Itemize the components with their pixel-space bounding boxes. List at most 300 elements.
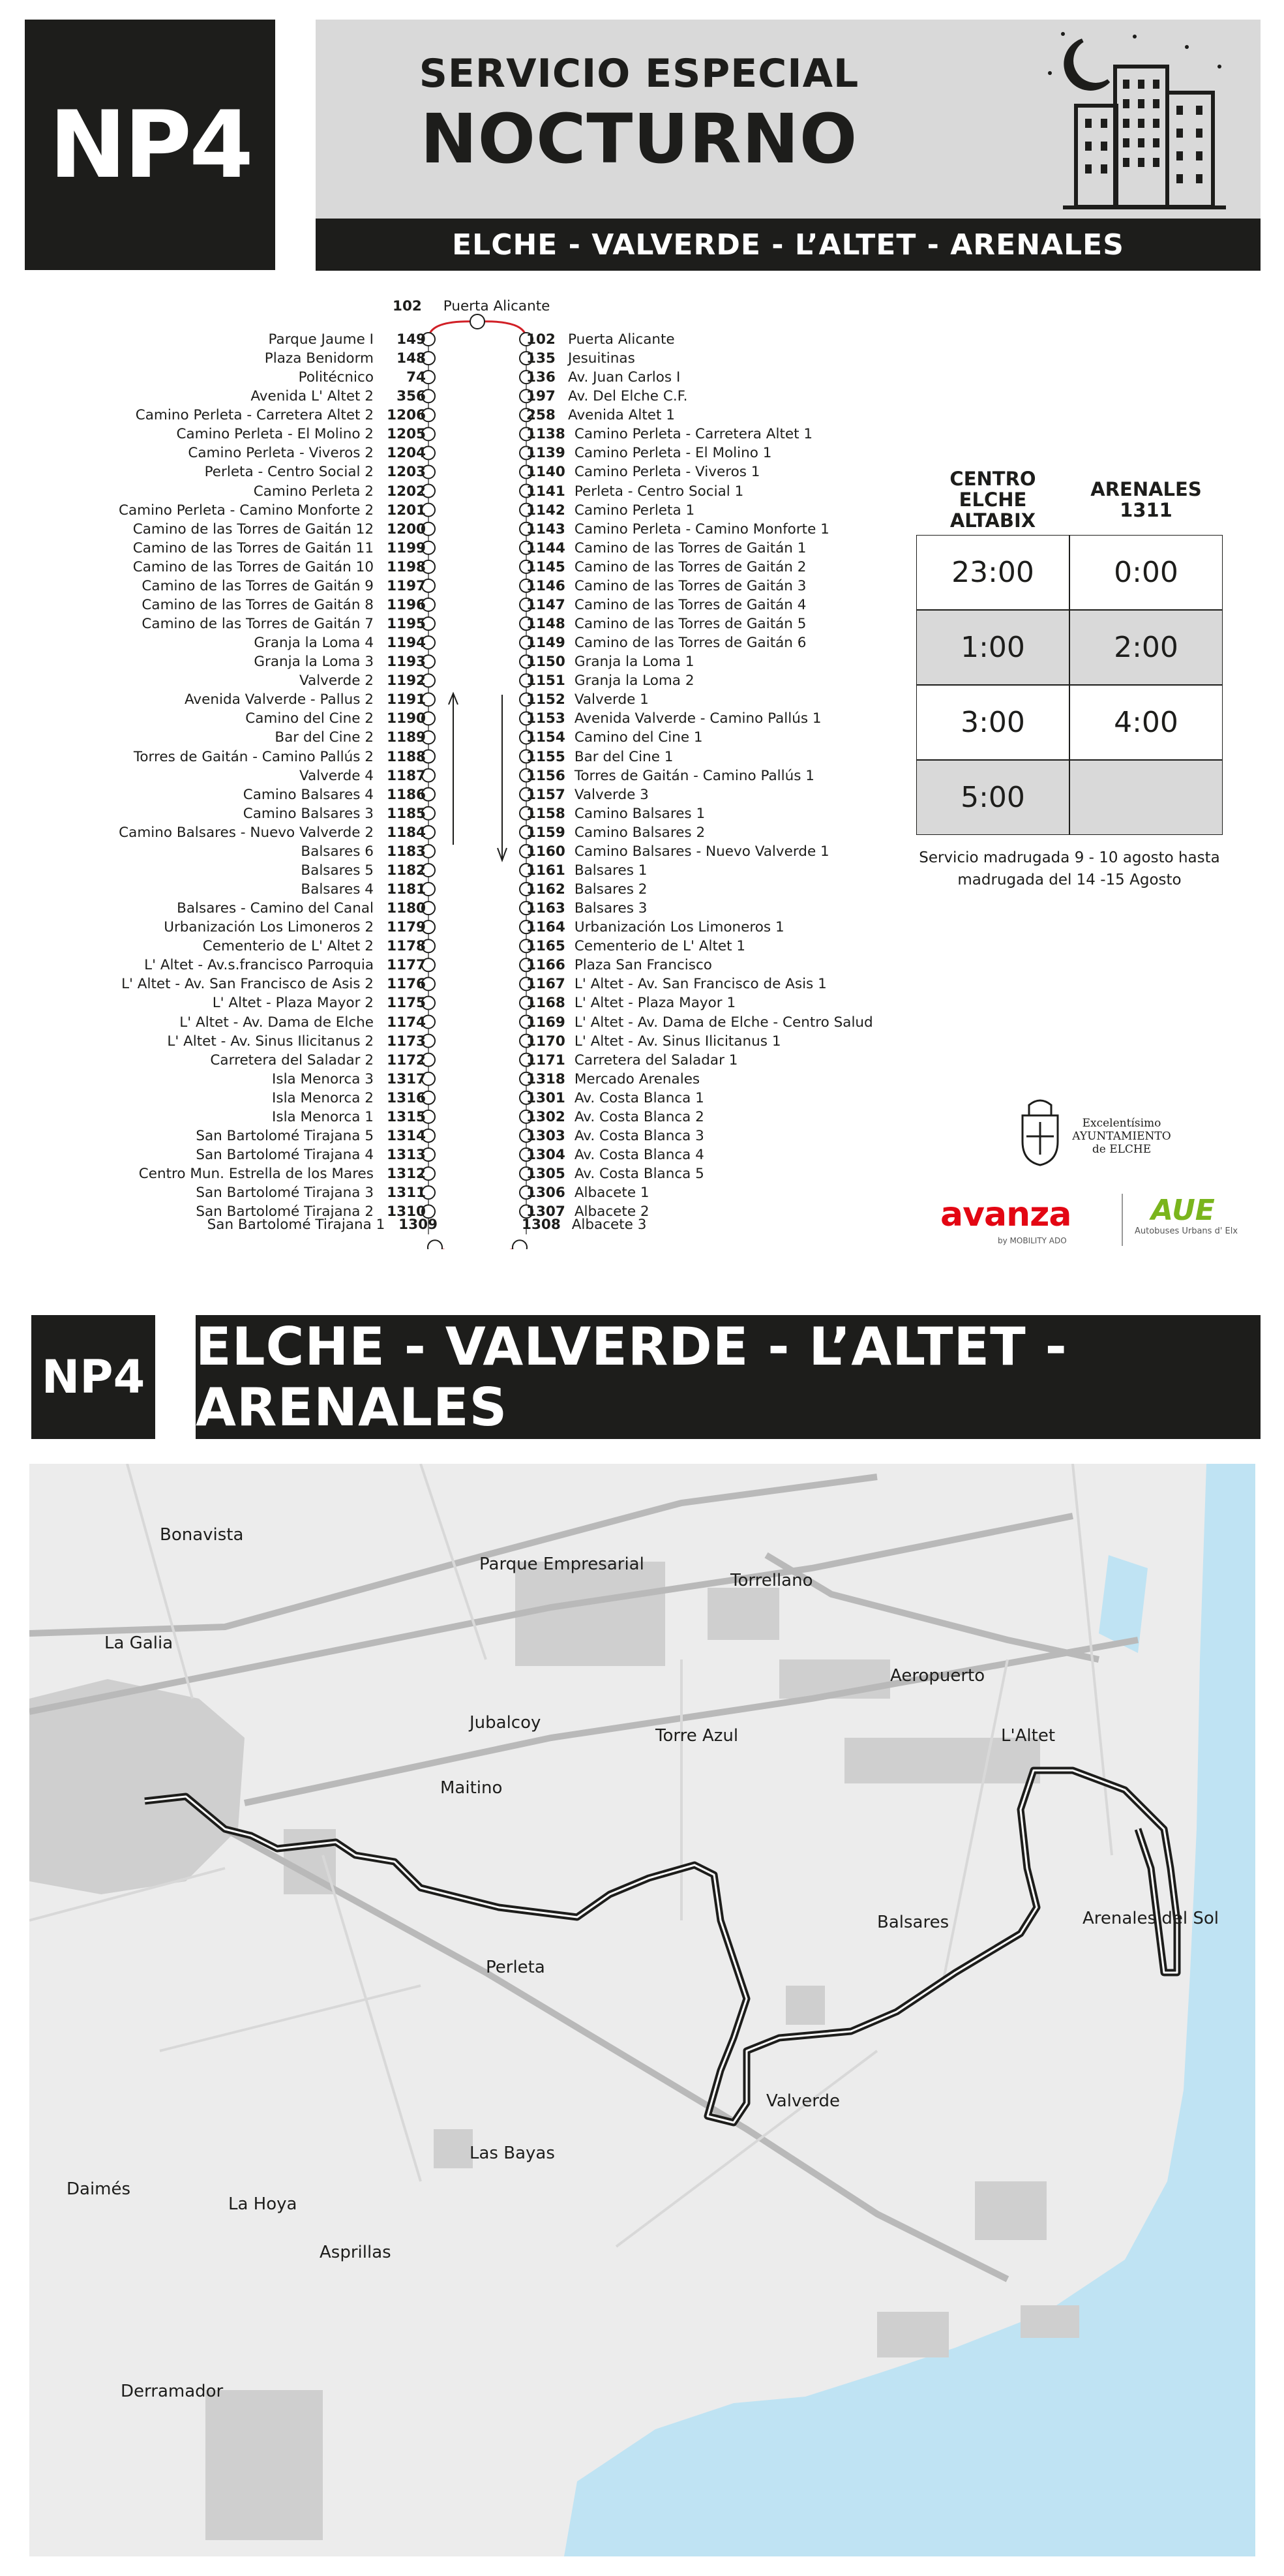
- outbound-stop: [526, 823, 705, 842]
- stop-code: 1318: [526, 1070, 565, 1087]
- outbound-stop: [526, 462, 760, 481]
- stop-code: 74: [406, 369, 426, 386]
- stop-name: San Bartolomé Tirajana 5: [196, 1127, 374, 1144]
- bottom-right-code: 1308: [522, 1217, 561, 1233]
- stop-name: Camino de las Torres de Gaitán 10: [132, 558, 374, 575]
- place-asprillas: Asprillas: [320, 2243, 391, 2262]
- stop-code: 1185: [387, 805, 426, 822]
- return-stop: [139, 1164, 426, 1183]
- stop-name: Camino de las Torres de Gaitán 12: [132, 521, 374, 538]
- outbound-stop: [526, 539, 806, 558]
- stop-code: 1176: [387, 976, 426, 993]
- bottom-left-name: San Bartolomé Tirajana 1: [207, 1217, 385, 1233]
- outbound-stop: [526, 425, 813, 444]
- stop-name: Balsares 4: [301, 881, 374, 898]
- place-torrellano: Torrellano: [730, 1571, 813, 1590]
- return-stop: [265, 349, 426, 368]
- timetable-cell: 2:00: [1069, 610, 1223, 685]
- stop-code: 1145: [526, 558, 565, 575]
- outbound-stop: [526, 633, 806, 652]
- top-stop: [393, 297, 550, 316]
- stop-name: Jesuitinas: [568, 350, 635, 367]
- return-stop: [299, 671, 426, 690]
- stop-name: Avenida Valverde - Pallus 2: [184, 691, 374, 708]
- crest-line3: de ELCHE: [1092, 1143, 1152, 1156]
- stop-code: 102: [526, 331, 556, 348]
- aue-logo-subtext: Autobuses Urbans d' Elx: [1135, 1226, 1238, 1236]
- stop-name: Politécnico: [298, 369, 374, 386]
- stop-name: Camino del Cine 2: [245, 710, 374, 727]
- stop-code: 1307: [526, 1204, 565, 1220]
- return-stop: [176, 425, 426, 444]
- outbound-stop: [526, 880, 647, 899]
- outbound-stop: [526, 406, 675, 425]
- stop-name: Albacete 2: [574, 1204, 649, 1220]
- place-la-galia: La Galia: [104, 1633, 173, 1653]
- stop-code: 1191: [387, 691, 426, 708]
- return-stop: [301, 861, 426, 880]
- return-stop: [250, 387, 426, 406]
- stop-code: 1172: [387, 1052, 426, 1068]
- outbound-stop: [526, 748, 673, 766]
- stop-code: 1163: [526, 900, 565, 917]
- stop-code: 1301: [526, 1089, 565, 1106]
- return-stop: [272, 1070, 426, 1089]
- stop-name: Plaza San Francisco: [574, 957, 712, 974]
- outbound-stop: [526, 993, 736, 1012]
- stop-code: 1187: [387, 767, 426, 784]
- map-line-badge: NP4: [31, 1315, 155, 1439]
- outbound-stop: [526, 368, 680, 387]
- stop-code: 1312: [387, 1166, 426, 1183]
- outbound-stop: [526, 804, 705, 823]
- outbound-stop: [526, 1089, 704, 1108]
- return-stop: [142, 577, 426, 596]
- stop-code: 1198: [387, 558, 426, 575]
- outbound-stop: [526, 899, 647, 918]
- return-stop: [299, 766, 426, 785]
- stop-dot: [513, 1240, 527, 1249]
- return-stop: [205, 462, 426, 481]
- outbound-stop: [526, 444, 771, 462]
- ayuntamiento-crest-icon: [1009, 1096, 1071, 1168]
- stop-name: L' Altet - Av. Sinus Ilicitanus 1: [574, 1033, 781, 1050]
- outbound-stop: [526, 652, 694, 671]
- outbound-stop: [526, 728, 703, 747]
- outbound-stop: [526, 842, 829, 861]
- stop-code: 197: [526, 388, 556, 405]
- avanza-logo-subtext: by MOBILITY ADO: [998, 1236, 1067, 1245]
- outbound-stop: [526, 975, 827, 993]
- timetable-note: Servicio madrugada 9 - 10 agosto hasta madrugada del 14 -15 Agosto: [919, 849, 1220, 888]
- return-stop: [144, 956, 426, 975]
- place-parque-empresarial: Parque Empresarial: [479, 1554, 644, 1574]
- outbound-stop: [526, 596, 806, 614]
- stop-code: 1302: [526, 1108, 565, 1125]
- outbound-stop: [526, 709, 822, 728]
- stop-name: Camino de las Torres de Gaitán 8: [142, 596, 374, 613]
- arrow-up-icon: [449, 693, 458, 845]
- bottom-loop: [435, 1247, 520, 1249]
- crest-line2: AYUNTAMIENTO: [1072, 1130, 1171, 1143]
- stop-name: Camino de las Torres de Gaitán 6: [574, 635, 807, 652]
- stop-code: 1147: [526, 596, 565, 613]
- place-maitino: Maitino: [440, 1778, 503, 1798]
- stop-name: Camino de las Torres de Gaitán 11: [132, 539, 374, 556]
- stop-name: Granja la Loma 1: [574, 654, 694, 671]
- stop-name: Camino Perleta 1: [574, 502, 695, 519]
- stop-code: 1202: [387, 483, 426, 500]
- stop-code: 1317: [387, 1070, 426, 1087]
- stop-name: Camino Balsares - Nuevo Valverde 1: [574, 843, 829, 860]
- stop-name: Camino de las Torres de Gaitán 2: [574, 558, 807, 575]
- return-stop: [142, 596, 426, 614]
- stop-code: 1152: [526, 691, 565, 708]
- stop-code: 1158: [526, 805, 565, 822]
- stop-name: L' Altet - Plaza Mayor 1: [574, 995, 736, 1012]
- stop-name: Torres de Gaitán - Camino Pallús 1: [574, 767, 814, 784]
- stop-code: 1303: [526, 1127, 565, 1144]
- stop-code: 135: [526, 350, 556, 367]
- stop-code: 1313: [387, 1147, 426, 1163]
- return-stop: [167, 1032, 426, 1051]
- return-stop: [254, 482, 426, 501]
- stop-code: 1205: [387, 426, 426, 443]
- stop-code: 1188: [387, 748, 426, 765]
- stop-name: Isla Menorca 2: [272, 1089, 374, 1106]
- place-valverde: Valverde: [766, 2091, 841, 2111]
- outbound-stop: [526, 766, 814, 785]
- stop-code: 1162: [526, 881, 565, 898]
- stop-name: Plaza Benidorm: [264, 350, 374, 367]
- stop-code: 1177: [387, 957, 426, 974]
- timetable-cell: 4:00: [1069, 685, 1223, 760]
- stop-code: 1197: [387, 577, 426, 594]
- stop-code: 1190: [387, 710, 426, 727]
- outbound-stop: [526, 1070, 700, 1089]
- stop-name: Camino Perleta - Carretera Altet 2: [135, 407, 374, 424]
- outbound-stop: [526, 1013, 873, 1032]
- stop-code: 1139: [526, 445, 565, 462]
- stop-name: Urbanización Los Limoneros 1: [574, 919, 784, 936]
- stop-name: Camino Balsares 1: [574, 805, 706, 822]
- outbound-stop: [526, 1051, 738, 1070]
- stop-code: 1189: [387, 729, 426, 746]
- stop-code: 1174: [387, 1014, 426, 1031]
- stop-name: Balsares 5: [301, 862, 374, 879]
- stop-name: Urbanización Los Limoneros 2: [164, 919, 374, 936]
- outbound-stop: [526, 614, 806, 633]
- return-stop: [133, 539, 426, 558]
- stop-name: Camino Perleta - Camino Monforte 1: [574, 521, 829, 538]
- place-las-bayas: Las Bayas: [470, 2144, 555, 2163]
- stop-name: Avenida Altet 1: [568, 407, 675, 424]
- return-stop: [133, 558, 426, 577]
- stop-code: 1196: [387, 596, 426, 613]
- stop-code: 1192: [387, 673, 426, 689]
- timetable-cell: 1:00: [916, 610, 1069, 685]
- stop-code: 1171: [526, 1052, 565, 1068]
- stop-name: Camino de las Torres de Gaitán 1: [574, 539, 807, 556]
- stop-name: Balsares 1: [574, 862, 648, 879]
- stop-name: Valverde 3: [574, 786, 649, 803]
- stop-name: Isla Menorca 3: [272, 1070, 374, 1087]
- stop-code: 1305: [526, 1166, 565, 1183]
- stop-name: Granja la Loma 4: [254, 635, 374, 652]
- stop-name: San Bartolomé Tirajana 2: [196, 1204, 374, 1220]
- stop-name: Albacete 1: [574, 1185, 649, 1202]
- stop-code: 1148: [526, 616, 565, 633]
- outbound-stop: [526, 1127, 704, 1145]
- stop-name: L' Altet - Av. Dama de Elche - Centro Salud: [574, 1014, 873, 1031]
- return-stop: [119, 823, 426, 842]
- stop-name: Av. Costa Blanca 5: [574, 1166, 704, 1183]
- header-title-1: SERVICIO ESPECIAL: [419, 51, 859, 97]
- place-laltet: L'Altet: [1001, 1726, 1056, 1746]
- stop-code: 1306: [526, 1185, 565, 1202]
- header-title-2: NOCTURNO: [420, 99, 858, 179]
- stop-code: 1164: [526, 919, 565, 936]
- stop-name: Granja la Loma 2: [574, 673, 694, 689]
- outbound-stop: [526, 482, 743, 501]
- stop-name: Avenida Valverde - Camino Pallús 1: [574, 710, 822, 727]
- stop-name: L' Altet - Av. Dama de Elche: [179, 1014, 374, 1031]
- stop-name: Camino Perleta - Carretera Altet 1: [574, 426, 813, 443]
- outbound-stop: [526, 861, 647, 880]
- place-arenales: Arenales del Sol: [1082, 1909, 1219, 1928]
- stop-name: Camino Perleta - El Molino 2: [176, 426, 374, 443]
- stop-code: 258: [526, 407, 556, 424]
- outbound-stop: [526, 1032, 781, 1051]
- return-stop: [134, 748, 426, 766]
- stop-name: Valverde 4: [299, 767, 374, 784]
- outbound-stop: [526, 785, 649, 804]
- stop-code: 1175: [387, 995, 426, 1012]
- stop-code: 1141: [526, 483, 565, 500]
- col1-line1: CENTRO: [949, 468, 1036, 490]
- stop-code: 1206: [387, 407, 426, 424]
- stop-code: 1160: [526, 843, 565, 860]
- stop-name: Camino del Cine 1: [574, 729, 703, 746]
- stop-code: 1311: [387, 1185, 426, 1202]
- place-perleta: Perleta: [486, 1958, 545, 1977]
- return-stop: [196, 1183, 426, 1202]
- col1-line2: ELCHE: [959, 489, 1027, 511]
- return-stop: [254, 652, 426, 671]
- stop-name: L' Altet - Av. Sinus Ilicitanus 2: [167, 1033, 374, 1050]
- outbound-stop: [526, 1164, 704, 1183]
- top-stop-name: Puerta Alicante: [443, 298, 550, 314]
- col2-line2: 1311: [1120, 499, 1172, 521]
- timetable-cell: 3:00: [916, 685, 1069, 760]
- stop-name: Av. Del Elche C.F.: [568, 388, 688, 405]
- stop-name: L' Altet - Plaza Mayor 2: [212, 995, 374, 1012]
- return-stop: [196, 1145, 426, 1164]
- stop-code: 1165: [526, 938, 565, 955]
- return-stop: [254, 633, 426, 652]
- stop-name: Av. Costa Blanca 1: [574, 1089, 704, 1106]
- return-stop: [136, 406, 426, 425]
- stop-name: Valverde 1: [574, 691, 649, 708]
- stop-code: 1194: [387, 635, 426, 652]
- timetable-cell: 5:00: [916, 760, 1069, 835]
- return-stop: [301, 842, 426, 861]
- stop-name: Parque Jaume I: [268, 331, 374, 348]
- stop-name: Granja la Loma 3: [254, 654, 374, 671]
- stop-code: 1203: [387, 464, 426, 481]
- header-route-bar: ELCHE - VALVERDE - L’ALTET - ARENALES: [316, 219, 1261, 271]
- outbound-stop: [526, 577, 806, 596]
- stop-name: Mercado Arenales: [574, 1070, 700, 1087]
- outbound-stop: [526, 918, 784, 937]
- stop-name: Perleta - Centro Social 2: [204, 464, 374, 481]
- aue-logo: AUE: [1151, 1194, 1215, 1227]
- stop-name: L' Altet - Av. San Francisco de Asis 2: [121, 976, 374, 993]
- stop-name: Camino Balsares - Nuevo Valverde 2: [119, 824, 374, 841]
- stop-name: Camino de las Torres de Gaitán 5: [574, 616, 807, 633]
- return-stop: [272, 1089, 426, 1108]
- stop-name: San Bartolomé Tirajana 3: [196, 1185, 374, 1202]
- stop-code: 1154: [526, 729, 565, 746]
- return-stop: [133, 520, 426, 539]
- stop-code: 1151: [526, 673, 565, 689]
- return-stop: [243, 804, 426, 823]
- place-daimes: Daimés: [67, 2179, 131, 2199]
- stop-code: 1199: [387, 539, 426, 556]
- bottom-right-name: Albacete 3: [571, 1217, 647, 1233]
- return-stop: [121, 975, 426, 993]
- stop-name: Av. Juan Carlos I: [568, 369, 681, 386]
- place-bonavista: Bonavista: [160, 1525, 244, 1545]
- stop-code: 1169: [526, 1014, 565, 1031]
- stop-code: 1186: [387, 786, 426, 803]
- stop-name: Camino Balsares 3: [243, 805, 374, 822]
- stop-code: 1166: [526, 957, 565, 974]
- stop-code: 1173: [387, 1033, 426, 1050]
- return-stop: [185, 690, 426, 709]
- stop-code: 1184: [387, 824, 426, 841]
- stop-name: Balsares 2: [574, 881, 648, 898]
- outbound-stop: [526, 387, 687, 406]
- stop-name: Balsares 3: [574, 900, 648, 917]
- stop-code: 1159: [526, 824, 565, 841]
- stop-name: Av. Costa Blanca 3: [574, 1127, 704, 1144]
- return-stop: [269, 330, 426, 349]
- stop-code: 1153: [526, 710, 565, 727]
- stop-name: Torres de Gaitán - Camino Pallús 2: [133, 748, 374, 765]
- stop-name: L' Altet - Av. San Francisco de Asis 1: [574, 976, 827, 993]
- stop-name: Camino Balsares 2: [574, 824, 706, 841]
- stop-name: Camino de las Torres de Gaitán 4: [574, 596, 807, 613]
- stop-code: 1149: [526, 635, 565, 652]
- place-aeropuerto: Aeropuerto: [890, 1666, 985, 1686]
- stop-name: Perleta - Centro Social 1: [574, 483, 744, 500]
- stop-code: 1204: [387, 445, 426, 462]
- top-stop-code: 102: [393, 298, 422, 314]
- return-stop: [272, 1108, 426, 1127]
- stop-name: Carretera del Saladar 1: [574, 1052, 738, 1068]
- timetable-cell: 0:00: [1069, 535, 1223, 610]
- stop-code: 1140: [526, 464, 565, 481]
- outbound-stop: [526, 520, 829, 539]
- stop-name: Avenida L' Altet 2: [250, 388, 374, 405]
- stop-name: Camino de las Torres de Gaitán 7: [142, 616, 374, 633]
- night-city-icon: [1037, 27, 1232, 210]
- crest-line1: Excelentísimo: [1082, 1117, 1161, 1130]
- stop-code: 1167: [526, 976, 565, 993]
- stop-code: 1144: [526, 539, 565, 556]
- stop-name: Camino Perleta - Viveros 1: [574, 464, 760, 481]
- place-balsares: Balsares: [877, 1913, 949, 1932]
- return-stop: [119, 501, 426, 520]
- stop-name: Camino Perleta - El Molino 1: [574, 445, 772, 462]
- stop-name: Carretera del Saladar 2: [210, 1052, 374, 1068]
- stop-code: 1143: [526, 521, 565, 538]
- stop-code: 1178: [387, 938, 426, 955]
- stop-code: 1161: [526, 862, 565, 879]
- arrow-down-icon: [498, 695, 507, 860]
- stop-code: 148: [396, 350, 426, 367]
- stop-name: Isla Menorca 1: [272, 1108, 374, 1125]
- stop-code: 1200: [387, 521, 426, 538]
- bottom-left-code: 1309: [398, 1217, 438, 1233]
- stop-dot: [428, 1240, 442, 1249]
- stop-code: 136: [526, 369, 556, 386]
- stop-name: San Bartolomé Tirajana 4: [196, 1147, 374, 1163]
- return-stop: [243, 785, 426, 804]
- stop-code: 1182: [387, 862, 426, 879]
- return-stop: [299, 368, 426, 387]
- place-derramador: Derramador: [121, 2382, 224, 2401]
- stop-code: 1195: [387, 616, 426, 633]
- bottom-right-stop: [522, 1215, 646, 1234]
- stop-name: Camino Perleta - Camino Monforte 2: [119, 502, 374, 519]
- stop-name: Cementerio de L' Altet 2: [202, 938, 374, 955]
- return-stop: [196, 1127, 426, 1145]
- outbound-stop: [526, 690, 649, 709]
- outbound-stop: [526, 671, 694, 690]
- timetable-grid: [916, 535, 1223, 835]
- timetable-col1-header: [916, 468, 1069, 531]
- bottom-left-stop: [207, 1215, 438, 1234]
- outbound-stop: [526, 330, 675, 349]
- stop-code: 149: [396, 331, 426, 348]
- return-stop: [275, 728, 426, 747]
- col2-line1: ARENALES: [1090, 478, 1202, 500]
- outbound-stop: [526, 349, 635, 368]
- stop-code: 1156: [526, 767, 565, 784]
- stop-name: Balsares 6: [301, 843, 374, 860]
- stop-code: 1183: [387, 843, 426, 860]
- stop-code: 1170: [526, 1033, 565, 1050]
- crest-text: [1069, 1117, 1174, 1156]
- stop-code: 1155: [526, 748, 565, 765]
- stop-code: 1310: [387, 1204, 426, 1220]
- return-stop: [203, 937, 426, 956]
- route-map: [29, 1464, 1255, 2556]
- return-stop: [142, 614, 426, 633]
- stop-name: Camino Balsares 4: [243, 786, 374, 803]
- stop-code: 1157: [526, 786, 565, 803]
- outbound-stop: [526, 1183, 649, 1202]
- stop-code: 356: [396, 388, 426, 405]
- outbound-stop: [526, 1145, 704, 1164]
- avanza-logo: avanza: [940, 1195, 1071, 1234]
- return-stop: [245, 709, 426, 728]
- stop-code: 1193: [387, 654, 426, 671]
- stop-name: Cementerio de L' Altet 1: [574, 938, 746, 955]
- outbound-stop: [526, 501, 694, 520]
